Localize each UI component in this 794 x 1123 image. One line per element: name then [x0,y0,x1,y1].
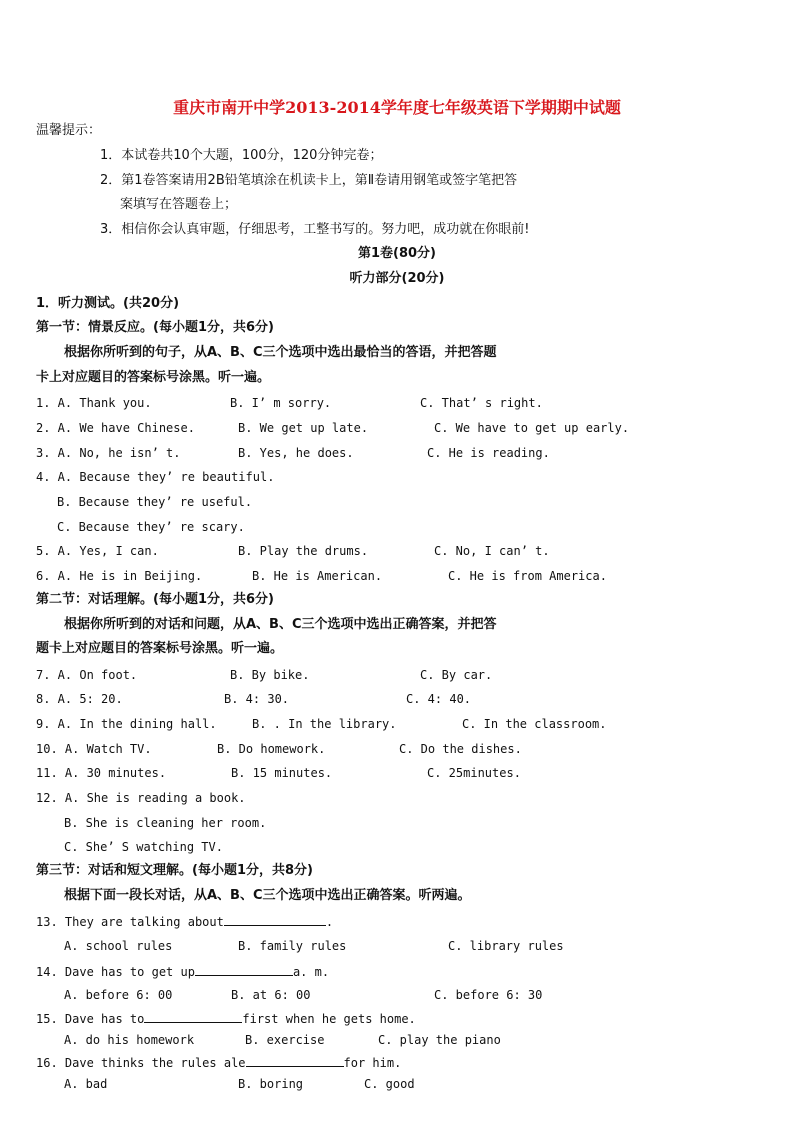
q3-option-a: 3. A. No, he isn’ t. [36,446,181,460]
q16-option-c: C. good [364,1077,415,1091]
section-3-instruction: 根据下面一段长对话，从A、B、C三个选项中选出正确答案。听两遍。 [64,888,471,903]
tip-item-2: 2．第1卷答案请用2B铅笔填涂在机读卡上，第Ⅱ卷请用钢笔或签字笔把答 [100,173,518,188]
q8-option-c: C. 4: 40. [406,692,472,706]
q4-option-a: 4. A. Because they’ re beautiful. [36,470,275,484]
q13-option-b: B. family rules [238,939,347,953]
section-1-instruction: 根据你所听到的句子，从A、B、C三个选项中选出最恰当的答语，并把答题 [64,345,497,360]
q9-option-a: 9. A. In the dining hall. [36,717,217,731]
q16-stem [36,1054,401,1071]
q14-stem-end: a. m. [292,965,330,979]
section-3-heading: 第三节：对话和短文理解。(每小题1分，共8分) [36,863,313,878]
q14-stem [36,963,329,980]
q1-option-a: 1. A. Thank you. [36,396,152,410]
q7-option-b: B. By bike. [230,668,310,682]
q9-option-b: B. . In the library. [252,717,397,731]
q16-option-b: B. boring [238,1077,304,1091]
section-1-heading: 第一节：情景反应。(每小题1分，共6分) [36,320,274,335]
q15-option-b: B. exercise [245,1033,325,1047]
q15-stem [36,1010,416,1027]
q11-option-b: B. 15 minutes. [231,766,333,780]
q16-stem-text: 16. Dave thinks the rules ale [36,1056,246,1070]
q8-option-a: 8. A. 5: 20. [36,692,123,706]
document-title: 重庆市南开中学2013-2014学年度七年级英语下学期期中试题 [173,98,621,117]
q6-option-b: B. He is American. [252,569,383,583]
q10-option-a: 10. A. Watch TV. [36,742,152,756]
q15-option-c: C. play the piano [378,1033,501,1047]
q12-option-c: C. She’ S watching TV. [64,840,223,854]
q1-option-b: B. I’ m sorry. [230,396,332,410]
q6-option-c: C. He is from America. [448,569,607,583]
q14-answer-blank[interactable] [195,963,293,976]
q4-option-c: C. Because they’ re scary. [57,520,245,534]
part-1-heading: 第1卷(80分) [357,246,437,261]
q10-option-c: C. Do the dishes. [399,742,522,756]
section-2-instruction: 根据你所听到的对话和问题，从A、B、C三个选项中选出正确答案，并把答 [64,617,497,632]
section-1-instruction-cont: 卡上对应题目的答案标号涂黑。听一遍。 [36,370,271,385]
q16-option-a: A. bad [64,1077,108,1091]
tip-item-2-continued: 案填写在答题卷上； [120,197,238,212]
q11-option-c: C. 25minutes. [427,766,521,780]
q2-option-b: B. We get up late. [238,421,369,435]
q9-option-c: C. In the classroom. [462,717,607,731]
listening-heading: 听力部分(20分) [349,271,445,286]
q13-stem [36,913,333,930]
q14-option-a: A. before 6: 00 [64,988,173,1002]
q1-option-c: C. That’ s right. [420,396,543,410]
q7-option-c: C. By car. [420,668,493,682]
q4-option-b: B. Because they’ re useful. [57,495,253,509]
q11-option-a: 11. A. 30 minutes. [36,766,167,780]
q13-stem-text: 13. They are talking about [36,915,224,929]
q13-answer-blank[interactable] [224,913,326,926]
q2-option-a: 2. A. We have Chinese. [36,421,195,435]
q16-answer-blank[interactable] [246,1054,344,1067]
q16-stem-end: for him. [343,1056,402,1070]
q13-option-c: C. library rules [448,939,564,953]
q12-option-a: 12. A. She is reading a book. [36,791,246,805]
q14-option-c: C. before 6: 30 [434,988,543,1002]
q14-stem-text: 14. Dave has to get up [36,965,195,979]
q15-stem-end: first when he gets home. [242,1012,416,1026]
q2-option-c: C. We have to get up early. [434,421,630,435]
q13-stem-end: . [325,915,334,929]
q15-stem-text: 15. Dave has to [36,1012,145,1026]
q3-option-b: B. Yes, he does. [238,446,354,460]
q6-option-a: 6. A. He is in Beijing. [36,569,203,583]
question-1-heading: 1．听力测试。(共20分) [36,296,180,311]
q3-option-c: C. He is reading. [427,446,550,460]
q10-option-b: B. Do homework. [217,742,326,756]
tip-item-1: 1．本试卷共10个大题，100分，120分钟完卷； [100,148,383,163]
q5-option-c: C. No, I can’ t. [434,544,550,558]
q8-option-b: B. 4: 30. [224,692,290,706]
tips-heading: 温馨提示： [36,123,102,138]
q12-option-b: B. She is cleaning her room. [64,816,267,830]
section-2-heading: 第二节：对话理解。(每小题1分，共6分) [36,592,274,607]
q15-answer-blank[interactable] [144,1010,242,1023]
q5-option-b: B. Play the drums. [238,544,369,558]
q13-option-a: A. school rules [64,939,173,953]
q15-option-a: A. do his homework [64,1033,195,1047]
tip-item-3: 3．相信你会认真审题，仔细思考，工整书写的。努力吧，成功就在你眼前! [100,222,530,237]
q5-option-a: 5. A. Yes, I can. [36,544,159,558]
section-2-instruction-cont: 题卡上对应题目的答案标号涂黑。听一遍。 [36,641,284,656]
q7-option-a: 7. A. On foot. [36,668,138,682]
q14-option-b: B. at 6: 00 [231,988,311,1002]
